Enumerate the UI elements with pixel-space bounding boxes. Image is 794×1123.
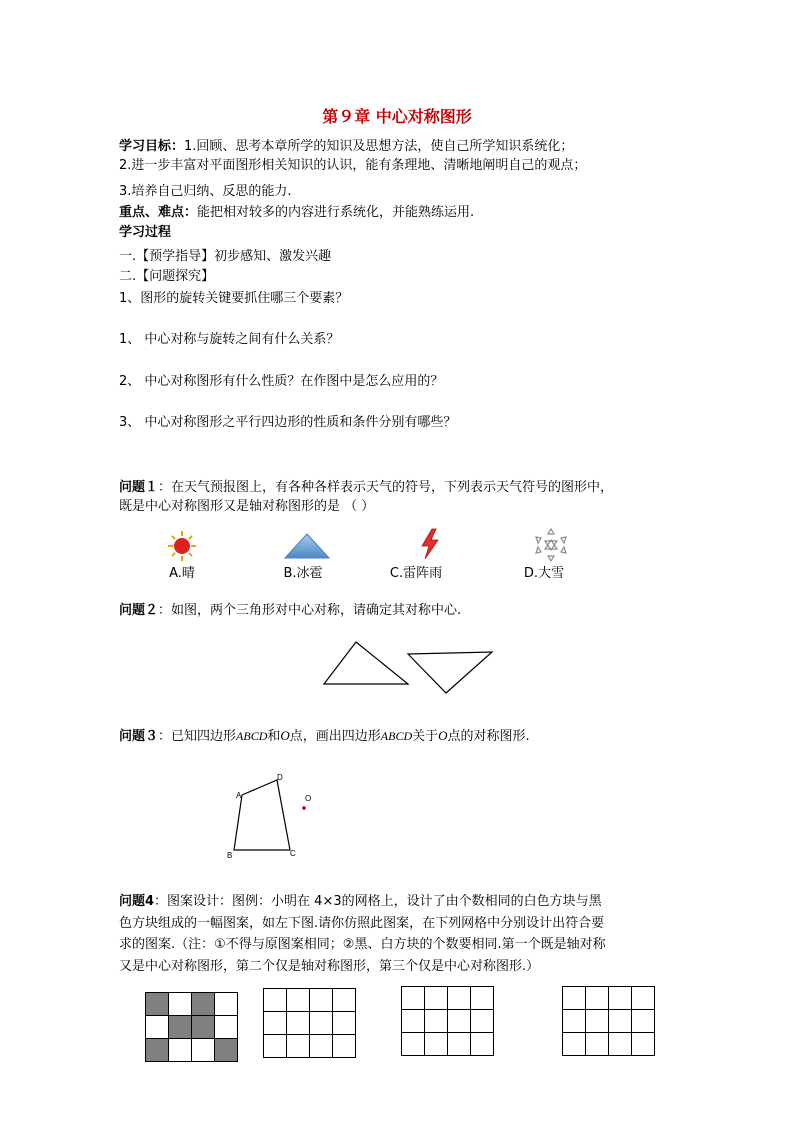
question-3: 2、 中心对称图形有什么性质？在作图中是怎么应用的？ <box>119 374 444 389</box>
blank-grid-1 <box>263 988 357 1058</box>
grid-cell <box>609 1033 632 1056</box>
grid-cell <box>310 989 333 1012</box>
problem4-line2: 色方块组成的一幅图案，如左下图.请你仿照此图案，在下列网格中分别设计出符合要 <box>119 916 605 931</box>
grid-cell <box>215 1016 238 1039</box>
page-title: 第９章 中心对称图形 <box>322 107 472 126</box>
problem3-label: 问题３ <box>119 729 159 744</box>
label-a: A <box>236 791 242 800</box>
grid-cell <box>632 987 655 1010</box>
grid-cell <box>310 1012 333 1035</box>
grid-cell <box>333 1012 356 1035</box>
problem2-line <box>119 604 461 617</box>
blank-grid-2 <box>401 986 495 1056</box>
key-points-label: 重点、难点： <box>119 205 198 220</box>
grid-cell <box>425 1033 448 1056</box>
quadrilateral-figure <box>222 770 322 862</box>
grid-cell <box>146 1016 169 1039</box>
option-a: A.晴 <box>169 566 195 581</box>
problem1-line1 <box>119 481 613 494</box>
problem4-line4: 又是中心对称图形，第二个仅是轴对称图形，第三个仅是中心对称图形.） <box>119 959 540 974</box>
grid-cell <box>402 1010 425 1033</box>
problem4-text1: ：图案设计：图例：小明在 4×3的网格上，设计了由个数相同的白色方块与黑 <box>154 894 602 909</box>
question-4: 3、 中心对称图形之平行四边形的性质和条件分别有哪些？ <box>119 415 457 430</box>
grid-cell <box>471 1010 494 1033</box>
grid-cell <box>425 1010 448 1033</box>
option-c: C.雷阵雨 <box>389 566 443 581</box>
problem3-text-d: 关于 <box>412 729 439 744</box>
problem3-text-a: ：已知四边形 <box>158 729 237 744</box>
grid-cell <box>563 1010 586 1033</box>
key-points-line <box>119 206 474 219</box>
grid-cell <box>448 1033 471 1056</box>
problem3-o-2: O <box>438 728 448 743</box>
quadrilateral-abcd <box>234 780 290 850</box>
example-pattern-grid <box>145 992 239 1062</box>
lightning-icon <box>418 528 442 560</box>
grid-cell <box>563 1033 586 1056</box>
grid-cell <box>264 1035 287 1058</box>
triangle-right <box>408 652 492 693</box>
grid-cell <box>448 1010 471 1033</box>
grid-cell <box>402 1033 425 1056</box>
grid-cell <box>563 987 586 1010</box>
grid-cell-dark <box>169 1016 192 1039</box>
grid-cell <box>287 1035 310 1058</box>
triangle-left <box>324 642 408 684</box>
option-d: D.大雪 <box>523 566 565 581</box>
label-c: C <box>290 849 296 858</box>
goals-line3: 3.培养自己归纳、反思的能力. <box>119 184 292 199</box>
problem4-line3: 求的图案.（注：①不得与原图案相同；②黑、白方块的个数要相同.第一个既是轴对称 <box>119 937 606 952</box>
label-b: B <box>227 851 233 860</box>
problem3-o-1: O <box>280 728 290 743</box>
grid-cell <box>471 987 494 1010</box>
goals-label: 学习目标： <box>119 139 185 154</box>
goals-line1 <box>119 140 573 153</box>
label-d: D <box>277 773 283 782</box>
grid-cell <box>333 1035 356 1058</box>
problem1-label: 问题１ <box>119 480 159 495</box>
problem3-text-e: 点的对称图形. <box>447 729 530 744</box>
goals-text1: 1.回顾、思考本章所学的知识及思想方法，使自己所学知识系统化； <box>184 139 574 154</box>
problem1-text1: ：在天气预报图上，有各种各样表示天气的符号，下列表示天气符号的图形中， <box>158 480 614 495</box>
problem3-text-c: 点，画出四边形 <box>289 729 381 744</box>
grid-cell <box>264 1012 287 1035</box>
problem4-label: 问题4 <box>119 894 155 909</box>
grid-cell <box>632 1033 655 1056</box>
blank-grid-3 <box>562 986 656 1056</box>
problem2-text: ：如图，两个三角形对中心对称，请确定其对称中心. <box>158 603 462 618</box>
grid-cell <box>586 1033 609 1056</box>
point-o <box>302 806 306 810</box>
section-2: 二.【问题探究】 <box>119 269 215 284</box>
problem4-line1 <box>119 895 602 908</box>
grid-cell-dark <box>192 1016 215 1039</box>
process-label: 学习过程 <box>119 225 172 240</box>
snowflake-icon <box>532 527 570 563</box>
grid-cell <box>264 989 287 1012</box>
hail-triangle-icon <box>284 533 330 559</box>
problem2-label: 问题２ <box>119 603 159 618</box>
problem3-abcd-1: ABCD <box>236 729 268 743</box>
grid-cell <box>471 1033 494 1056</box>
grid-cell <box>586 987 609 1010</box>
grid-cell <box>192 1039 215 1062</box>
grid-cell <box>169 1039 192 1062</box>
grid-cell <box>215 993 238 1016</box>
grid-cell <box>402 987 425 1010</box>
problem3-abcd-2: ABCD <box>380 729 413 743</box>
grid-cell <box>632 1010 655 1033</box>
problem1-line2: 既是中心对称图形又是轴对称图形的是 （ ） <box>119 499 375 514</box>
grid-cell <box>333 989 356 1012</box>
problem3-line <box>119 729 530 743</box>
section-1: 一.【预学指导】初步感知、激发兴趣 <box>119 249 332 264</box>
option-b: B.冰雹 <box>283 566 323 581</box>
grid-cell <box>169 993 192 1016</box>
two-triangles-figure <box>320 638 500 698</box>
grid-cell-dark <box>215 1039 238 1062</box>
goals-line2: 2.进一步丰富对平面图形相关知识的认识，能有条理地、清晰地阐明自己的观点； <box>119 158 587 173</box>
grid-cell <box>609 1010 632 1033</box>
grid-cell <box>448 987 471 1010</box>
grid-cell-dark <box>192 993 215 1016</box>
key-points-text: 能把相对较多的内容进行系统化，并能熟练运用. <box>197 205 475 220</box>
grid-cell <box>287 989 310 1012</box>
grid-cell <box>609 987 632 1010</box>
grid-cell-dark <box>146 993 169 1016</box>
grid-cell-dark <box>146 1039 169 1062</box>
grid-cell <box>586 1010 609 1033</box>
label-o: O <box>305 794 312 803</box>
grid-cell <box>310 1035 333 1058</box>
problem3-text-b: 和 <box>267 729 281 744</box>
grid-cell <box>287 1012 310 1035</box>
sun-icon <box>160 530 204 562</box>
question-2: 1、 中心对称与旋转之间有什么关系？ <box>119 332 340 347</box>
question-1: 1、图形的旋转关键要抓住哪三个要素？ <box>119 291 349 306</box>
grid-cell <box>425 987 448 1010</box>
